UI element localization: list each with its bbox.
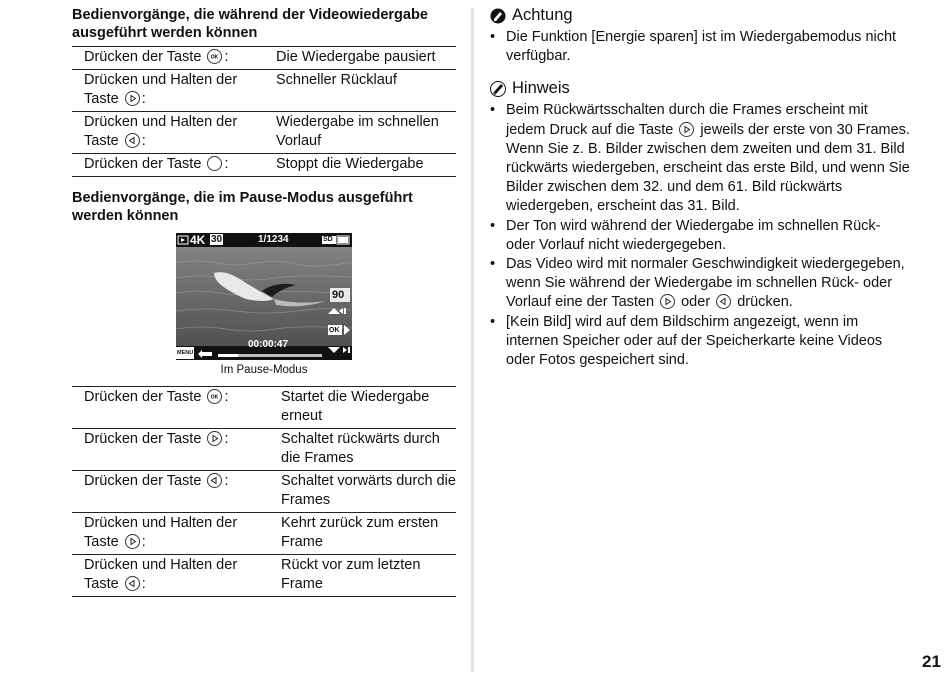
playback-operations-table — [72, 46, 456, 177]
action-cell — [72, 47, 264, 70]
list-item — [490, 217, 910, 255]
right-button-icon — [679, 122, 694, 137]
list-item: • Die Funktion [Energie sparen] ist im Wiedergabemodus nicht verfügbar. — [490, 28, 910, 66]
ok-button-icon — [207, 389, 222, 404]
note-title: Hinweis — [512, 79, 570, 98]
action-text: Drücken der Taste — [84, 156, 206, 172]
list-item — [490, 255, 910, 313]
action-cell — [72, 513, 269, 555]
action-colon: : — [141, 534, 146, 550]
caution-title: Achtung — [512, 6, 573, 24]
table-row — [72, 387, 456, 429]
action-text: Drücken und Halten der Taste — [84, 515, 238, 550]
action-cell — [72, 471, 269, 513]
result-cell: Wiedergabe im schnellen Vorlauf — [264, 112, 456, 154]
right-column — [490, 6, 910, 370]
ok-button-icon — [207, 49, 222, 64]
pause-operations-table — [72, 386, 456, 597]
result-cell: Die Wiedergabe pausiert — [264, 47, 456, 70]
sd-card-icon: SD — [323, 236, 333, 243]
menu-label: MENU — [177, 350, 194, 356]
result-cell: Kehrt zurück zum ersten Frame — [269, 513, 456, 555]
action-colon: : — [224, 156, 229, 172]
note-text: Der Ton wird während der Wiedergabe im schnellen Rück- oder Vorlauf nicht wiedergegeben. — [506, 217, 881, 253]
caution-header — [490, 6, 910, 25]
action-cell — [72, 112, 264, 154]
action-text: Drücken der Taste — [84, 389, 206, 405]
image-counter: 1/1234 — [258, 234, 289, 245]
pause-mode-figure — [72, 233, 456, 376]
note-text: drücken. — [733, 294, 793, 311]
action-cell — [72, 387, 269, 429]
resolution-badge: 4K — [190, 233, 206, 247]
list-item — [490, 313, 910, 371]
action-text: Drücken und Halten der Taste — [84, 72, 238, 107]
volume-value: 90 — [332, 289, 345, 301]
table-row — [72, 47, 456, 70]
svg-text:OK: OK — [211, 54, 219, 61]
figure-caption: Im Pause-Modus — [220, 364, 308, 376]
action-text: Drücken und Halten der Taste — [84, 114, 238, 149]
note-text: [Kein Bild] wird auf dem Bildschirm angezeigt, wenn im internen Speicher oder auf der Speicherkarte keine Videos oder Fotos gespeichert sind. — [506, 313, 883, 369]
note-text: oder — [677, 294, 715, 311]
column-divider — [471, 8, 474, 672]
table-row — [72, 112, 456, 154]
action-colon: : — [141, 576, 146, 592]
result-cell: Schaltet vorwärts durch die Frames — [269, 471, 456, 513]
action-cell — [72, 555, 269, 597]
result-cell: Stoppt die Wiedergabe — [264, 154, 456, 177]
note-text: jeweils der erste von 30 Frames. Wenn Sie z. B. Bilder zwischen dem zweiten und dem 31. Bild rückwärts wiedergeben, erscheint das erste Bild, und wenn Sie Bilder zwischen dem 32. und dem 61. Bild rückwärts wiedergeben, erscheint das 31. Bild. — [506, 121, 910, 215]
action-text: Drücken der Taste — [84, 49, 206, 65]
note-text: Beim Rückwärtsschalten durch die Frames erscheint mit jedem Druck auf die Taste — [506, 102, 868, 138]
action-colon: : — [224, 473, 229, 489]
list-item — [490, 101, 910, 216]
framerate-badge: 30 — [211, 234, 223, 245]
note-text: Das Video wird mit normaler Geschwindigkeit wiedergegeben, wenn Sie während der Wiedergabe im schnellen Rück- oder Vorlauf eine der Tasten — [506, 256, 905, 311]
section-title-playback: Bedienvorgänge, die während der Videowiedergabe ausgeführt werden können — [72, 7, 428, 41]
table-row — [72, 555, 456, 597]
note-list — [490, 101, 910, 370]
right-button-icon — [125, 91, 140, 106]
left-button-icon — [207, 473, 222, 488]
camera-screen — [176, 233, 352, 360]
table-row — [72, 429, 456, 471]
result-cell: Startet die Wiedergabe erneut — [269, 387, 456, 429]
action-cell — [72, 429, 269, 471]
action-cell — [72, 70, 264, 112]
action-text: Drücken der Taste — [84, 431, 206, 447]
action-colon: : — [141, 133, 146, 149]
action-colon: : — [224, 389, 229, 405]
action-text: Drücken und Halten der Taste — [84, 557, 238, 592]
right-button-icon — [207, 431, 222, 446]
caution-list — [490, 28, 910, 66]
right-button-icon — [660, 294, 675, 309]
note-header — [490, 79, 910, 98]
result-cell: Schneller Rücklauf — [264, 70, 456, 112]
left-button-icon — [125, 133, 140, 148]
left-button-icon — [716, 294, 731, 309]
ok-label: OK — [329, 327, 340, 334]
action-colon: : — [141, 91, 146, 107]
elapsed-time: 00:00:47 — [248, 339, 289, 350]
result-cell: Rückt vor zum letzten Frame — [269, 555, 456, 597]
result-cell: Schaltet rückwärts durch die Frames — [269, 429, 456, 471]
left-column — [72, 6, 456, 597]
action-text: Drücken der Taste — [84, 473, 206, 489]
menu-button-icon — [207, 156, 222, 171]
table-row — [72, 70, 456, 112]
table-row — [72, 513, 456, 555]
note-icon — [490, 81, 506, 97]
action-colon: : — [224, 431, 229, 447]
svg-text:OK: OK — [211, 394, 219, 401]
left-button-icon — [125, 576, 140, 591]
action-colon: : — [224, 49, 229, 65]
table-row — [72, 154, 456, 177]
table-row — [72, 471, 456, 513]
page-number: 21 — [922, 652, 941, 671]
caution-icon — [490, 8, 506, 24]
action-cell — [72, 154, 264, 177]
right-button-icon — [125, 534, 140, 549]
section-title-pause: Bedienvorgänge, die im Pause-Modus ausgeführt werden können — [72, 190, 413, 224]
